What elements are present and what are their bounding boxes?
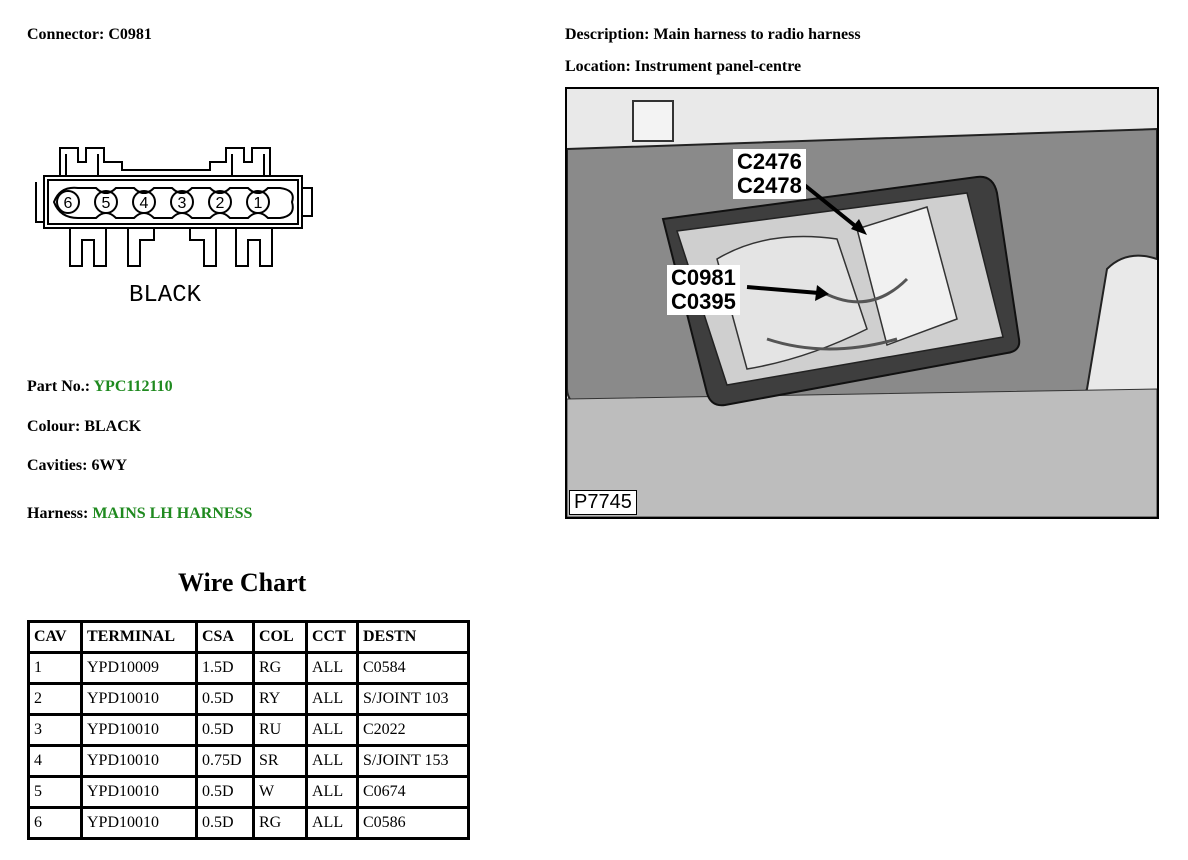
connector-field [27, 26, 152, 44]
connector-value: C0981 [108, 26, 152, 43]
table-row [30, 809, 467, 837]
cell-cct: ALL [308, 654, 356, 682]
cell-cav: 3 [30, 716, 80, 744]
callout-line: C0395 [671, 289, 736, 314]
cell-csa: 0.5D [198, 778, 252, 806]
cell-cct: ALL [308, 778, 356, 806]
cell-destn: S/JOINT 103 [359, 685, 467, 713]
cell-cav: 2 [30, 685, 80, 713]
wire-chart-table [27, 620, 470, 840]
connector-label: Connector: [27, 26, 105, 43]
cell-csa: 0.5D [198, 809, 252, 837]
cell-terminal: YPD10010 [83, 685, 195, 713]
cell-col: RY [255, 685, 305, 713]
table-row [30, 654, 467, 682]
location-value: Instrument panel-centre [634, 58, 802, 75]
colour-field [27, 418, 141, 436]
header-csa: CSA [198, 623, 252, 651]
pin-label: 2 [215, 195, 225, 212]
cavities-value: 6WY [91, 457, 127, 474]
header-cct: CCT [308, 623, 356, 651]
pin-label: 1 [253, 195, 263, 212]
cell-col: RG [255, 654, 305, 682]
header-cav: CAV [30, 623, 80, 651]
description-label: Description: [565, 26, 650, 43]
cell-terminal: YPD10010 [83, 809, 195, 837]
table-header-row [30, 623, 467, 651]
table-row [30, 747, 467, 775]
cell-destn: C2022 [359, 716, 467, 744]
callout-line: C2476 [737, 149, 802, 174]
harness-label: Harness: [27, 505, 89, 522]
wire-chart-title: Wire Chart [178, 568, 307, 597]
colour-value: BLACK [84, 418, 142, 435]
photo-plate-number: P7745 [569, 490, 637, 515]
table-row [30, 716, 467, 744]
cell-csa: 0.5D [198, 716, 252, 744]
header-terminal: TERMINAL [83, 623, 195, 651]
cell-terminal: YPD10010 [83, 778, 195, 806]
callout-line: C0981 [671, 265, 736, 290]
cell-col: RG [255, 809, 305, 837]
part-no-label: Part No.: [27, 378, 91, 395]
diagram-colour-caption: BLACK [128, 282, 202, 309]
cell-cct: ALL [308, 685, 356, 713]
part-no-field [27, 378, 173, 396]
cell-cav: 6 [30, 809, 80, 837]
pin-label: 4 [139, 195, 149, 212]
location-field [565, 58, 801, 76]
cell-terminal: YPD10010 [83, 747, 195, 775]
cell-csa: 0.5D [198, 685, 252, 713]
cell-cav: 5 [30, 778, 80, 806]
location-photo [565, 87, 1159, 519]
cell-cct: ALL [308, 716, 356, 744]
cell-csa: 1.5D [198, 654, 252, 682]
callout-line: C2478 [737, 173, 802, 198]
cell-cav: 4 [30, 747, 80, 775]
cell-col: W [255, 778, 305, 806]
cell-destn: C0586 [359, 809, 467, 837]
connector-diagram [30, 140, 320, 315]
cell-destn: C0674 [359, 778, 467, 806]
part-no-value[interactable]: YPC112110 [93, 378, 173, 395]
header-col: COL [255, 623, 305, 651]
pin-label: 3 [177, 195, 187, 212]
description-field [565, 26, 861, 44]
callout-c2476-c2478 [733, 149, 806, 199]
cell-csa: 0.75D [198, 747, 252, 775]
callout-c0981-c0395 [667, 265, 740, 315]
cell-cav: 1 [30, 654, 80, 682]
pin-label: 5 [101, 195, 111, 212]
harness-field [27, 505, 252, 523]
cell-destn: S/JOINT 153 [359, 747, 467, 775]
cell-cct: ALL [308, 747, 356, 775]
location-label: Location: [565, 58, 631, 75]
cell-col: SR [255, 747, 305, 775]
cell-col: RU [255, 716, 305, 744]
table-row [30, 778, 467, 806]
cell-terminal: YPD10010 [83, 716, 195, 744]
table-row [30, 685, 467, 713]
photo-illustration [567, 89, 1157, 517]
pin-label: 6 [63, 195, 73, 212]
cell-cct: ALL [308, 809, 356, 837]
description-value: Main harness to radio harness [653, 26, 861, 43]
cell-terminal: YPD10009 [83, 654, 195, 682]
cavities-field [27, 457, 127, 475]
harness-value[interactable]: MAINS LH HARNESS [92, 505, 253, 522]
cell-destn: C0584 [359, 654, 467, 682]
colour-label: Colour: [27, 418, 81, 435]
cavities-label: Cavities: [27, 457, 88, 474]
header-destn: DESTN [359, 623, 467, 651]
